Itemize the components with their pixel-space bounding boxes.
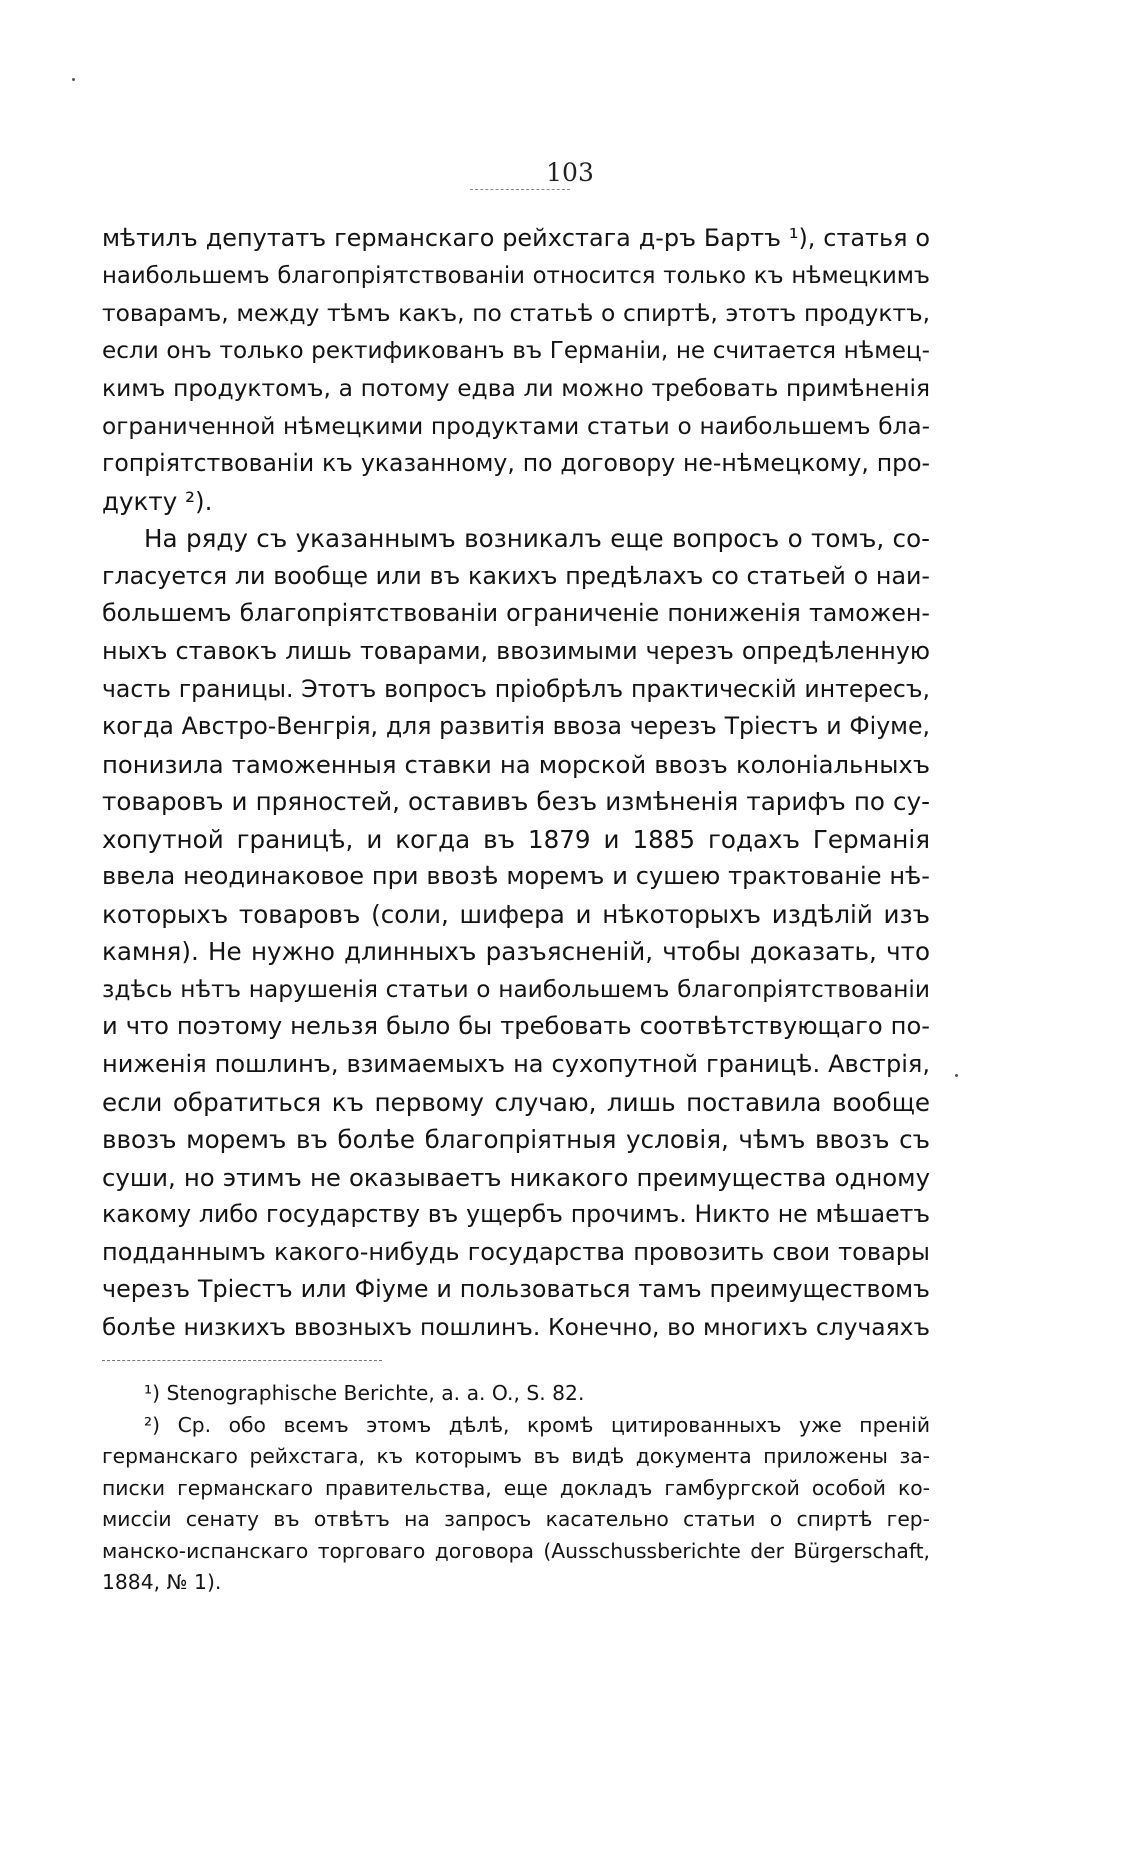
- footnote-line: писки германскаго правительства, еще докладъ гамбургской особой ко-: [102, 1475, 930, 1500]
- body-line: здѣсь нѣтъ нарушенія статьи о наибольшемъ благопріятствованіи: [102, 975, 930, 1003]
- footnote-line: 1884, № 1).: [102, 1570, 222, 1594]
- body-line: наибольшемъ благопріятствованіи относится только къ нѣмецкимъ: [102, 262, 930, 289]
- body-line: камня). Не нужно длинныхъ разъясненій, чтобы доказать, что: [102, 937, 930, 967]
- body-line: большемъ благопріятствованіи ограниченіе пониженія таможен-: [102, 599, 930, 628]
- body-line: болѣе низкихъ ввозныхъ пошлинъ. Конечно, во многихъ случаяхъ: [102, 1312, 930, 1341]
- body-line: черезъ Тріестъ или Фіуме и пользоваться тамъ преимуществомъ: [102, 1275, 930, 1304]
- body-line: если обратиться къ первому случаю, лишь поставила вообще: [102, 1087, 930, 1117]
- body-line: кимъ продуктомъ, а потому едва ли можно требовать примѣненія: [102, 374, 930, 403]
- page-number-rule: [470, 189, 570, 190]
- body-line: ныхъ ставокъ лишь товарами, ввозимыми черезъ опредѣленную: [102, 637, 930, 666]
- footnote-separator: [102, 1360, 382, 1361]
- body-line: понизила таможенныя ставки на морской ввозъ колоніальныхъ: [102, 749, 930, 779]
- body-line: ограниченной нѣмецкими продуктами статьи о наибольшемъ бла-: [102, 412, 930, 440]
- body-line: и что поэтому нельзя было бы требовать соотвѣтствующаго по-: [102, 1012, 930, 1041]
- body-line: гопріятствованіи къ указанному, по договору не-нѣмецкому, про-: [102, 449, 930, 478]
- body-line: товаровъ и пряностей, оставивъ безъ измѣненія тарифъ по су-: [102, 787, 930, 817]
- footnote-line: миссіи сенату въ отвѣтъ на запросъ касательно статьи о спиртѣ гер-: [102, 1507, 930, 1531]
- footnote-1: ¹) Stenographische Berichte, a. a. O., S. 82.: [144, 1381, 585, 1405]
- footnotes: [102, 1378, 930, 1599]
- body-line: ниженія пошлинъ, взимаемыхъ на сухопутной границѣ. Австрія,: [102, 1050, 930, 1079]
- body-line: ввела неодинаковое при ввозѣ моремъ и сушею трактованіе нѣ-: [102, 862, 930, 891]
- body-line: товарамъ, между тѣмъ какъ, по статьѣ о спиртѣ, этотъ продуктъ,: [102, 299, 930, 328]
- body-line: часть границы. Этотъ вопросъ пріобрѣлъ практическій интересъ,: [102, 674, 930, 703]
- body-line: когда Австро-Венгрія, для развитія ввоза черезъ Тріестъ и Фіуме,: [102, 712, 930, 741]
- scan-speck: [72, 78, 75, 81]
- body-line: дукту ²).: [102, 486, 213, 516]
- body-line: мѣтилъ депутатъ германскаго рейхстага д-ръ Бартъ ¹), статья о: [102, 224, 930, 252]
- body-text: [102, 220, 930, 1346]
- body-line: ввозъ моремъ въ болѣе благопріятныя условія, чѣмъ ввозъ съ: [102, 1125, 930, 1155]
- footnote-line: германскаго рейхстага, къ которымъ въ видѣ документа приложены за-: [102, 1444, 930, 1468]
- body-line: которыхъ товаровъ (соли, шифера и нѣкоторыхъ издѣлій изъ: [102, 899, 930, 929]
- scan-speck: [955, 1074, 958, 1077]
- footnote-line: манско-испанскаго торговаго договора (Ausschussberichte der Bürgerschaft,: [102, 1538, 930, 1563]
- body-line: если онъ только ректификованъ въ Германіи, не считается нѣмец-: [102, 337, 930, 364]
- footnote-2: ²) Ср. обо всемъ этомъ дѣлѣ, кромѣ цитированныхъ уже преній: [144, 1412, 930, 1437]
- body-line: подданнымъ какого-нибудь государства провозить свои товары: [102, 1237, 930, 1266]
- body-line: гласуется ли вообще или въ какихъ предѣлахъ со статьей о наи-: [102, 561, 930, 590]
- body-line: хопутной границѣ, и когда въ 1879 и 1885 годахъ Германія: [102, 824, 930, 854]
- body-line: какому либо государству въ ущербъ прочимъ. Никто не мѣшаетъ: [102, 1200, 930, 1229]
- body-line: суши, но этимъ не оказываетъ никакого преимущества одному: [102, 1162, 930, 1192]
- paragraph-start-line: На ряду съ указаннымъ возникалъ еще вопросъ о томъ, со-: [144, 524, 930, 554]
- page-number: 103: [546, 158, 594, 187]
